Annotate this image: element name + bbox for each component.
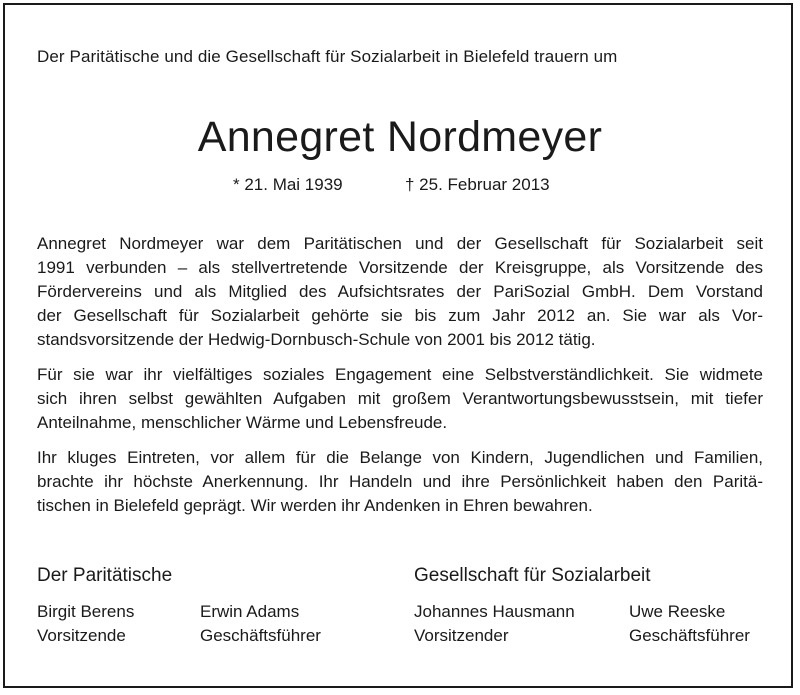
signer-role: Geschäftsführer [629, 626, 750, 645]
text-line: Ihr kluges Eintreten, vor allem für die Belange von Kindern, Jugendlichen und Familien, [37, 448, 763, 467]
signer-block [629, 600, 750, 648]
text-line: brachte ihr höchste Anerkennung. Ihr Handeln und ihre Persönlichkeit haben den Paritä- [37, 472, 763, 491]
org-title-gesellschaft: Gesellschaft für Sozialarbeit [414, 565, 651, 586]
signer-name: Uwe Reeske [629, 602, 726, 621]
text-line: Für sie war ihr vielfältiges soziales Engagement eine Selbstverständlichkeit. Sie widmete [37, 365, 763, 384]
paragraph [37, 363, 763, 435]
signer-block [37, 600, 134, 648]
text-line: Annegret Nordmeyer war dem Paritätischen und der Gesellschaft für Sozialarbeit seit [37, 234, 763, 253]
signer-name: Johannes Hausmann [414, 602, 575, 621]
text-line: tischen in Bielefeld geprägt. Wir werden ihr Andenken in Ehren bewahren. [37, 496, 593, 515]
paragraph [37, 232, 763, 352]
org-title-paritaetische: Der Paritätische [37, 565, 173, 586]
signer-block [414, 600, 575, 648]
text-line: 1991 verbunden – als stellvertretende Vorsitzende der Kreisgruppe, als Vorsitzende des [37, 258, 763, 277]
signer-block [200, 600, 321, 648]
text-line: der Gesellschaft für Sozialarbeit gehörte sie bis zum Jahr 2012 an. Sie war als Vor- [37, 306, 763, 325]
text-line: Fördervereins und als Mitglied des Aufsichtsrates der PariSozial GmbH. Dem Vorstand [37, 282, 763, 301]
birth-date: * 21. Mai 1939 [233, 175, 343, 194]
text-line: sich ihren selbst gewählten Aufgaben mit großem Verantwortungsbewusstsein, mit tiefer [37, 389, 763, 408]
notice-body [37, 232, 763, 529]
intro-text: Der Paritätische und die Gesellschaft für Sozialarbeit in Bielefeld trauern um [37, 47, 618, 66]
signer-role: Geschäftsführer [200, 626, 321, 645]
text-line: standsvorsitzende der Hedwig-Dornbusch-Schule von 2001 bis 2012 tätig. [37, 330, 596, 349]
signer-role: Vorsitzender [414, 626, 509, 645]
deceased-name: Annegret Nordmeyer [197, 113, 603, 161]
signer-name: Erwin Adams [200, 602, 300, 621]
death-date: † 25. Februar 2013 [405, 175, 550, 194]
text-line: Anteilnahme, menschlicher Wärme und Lebensfreude. [37, 413, 448, 432]
paragraph [37, 446, 763, 518]
signer-name: Birgit Berens [37, 602, 135, 621]
signer-role: Vorsitzende [37, 626, 126, 645]
